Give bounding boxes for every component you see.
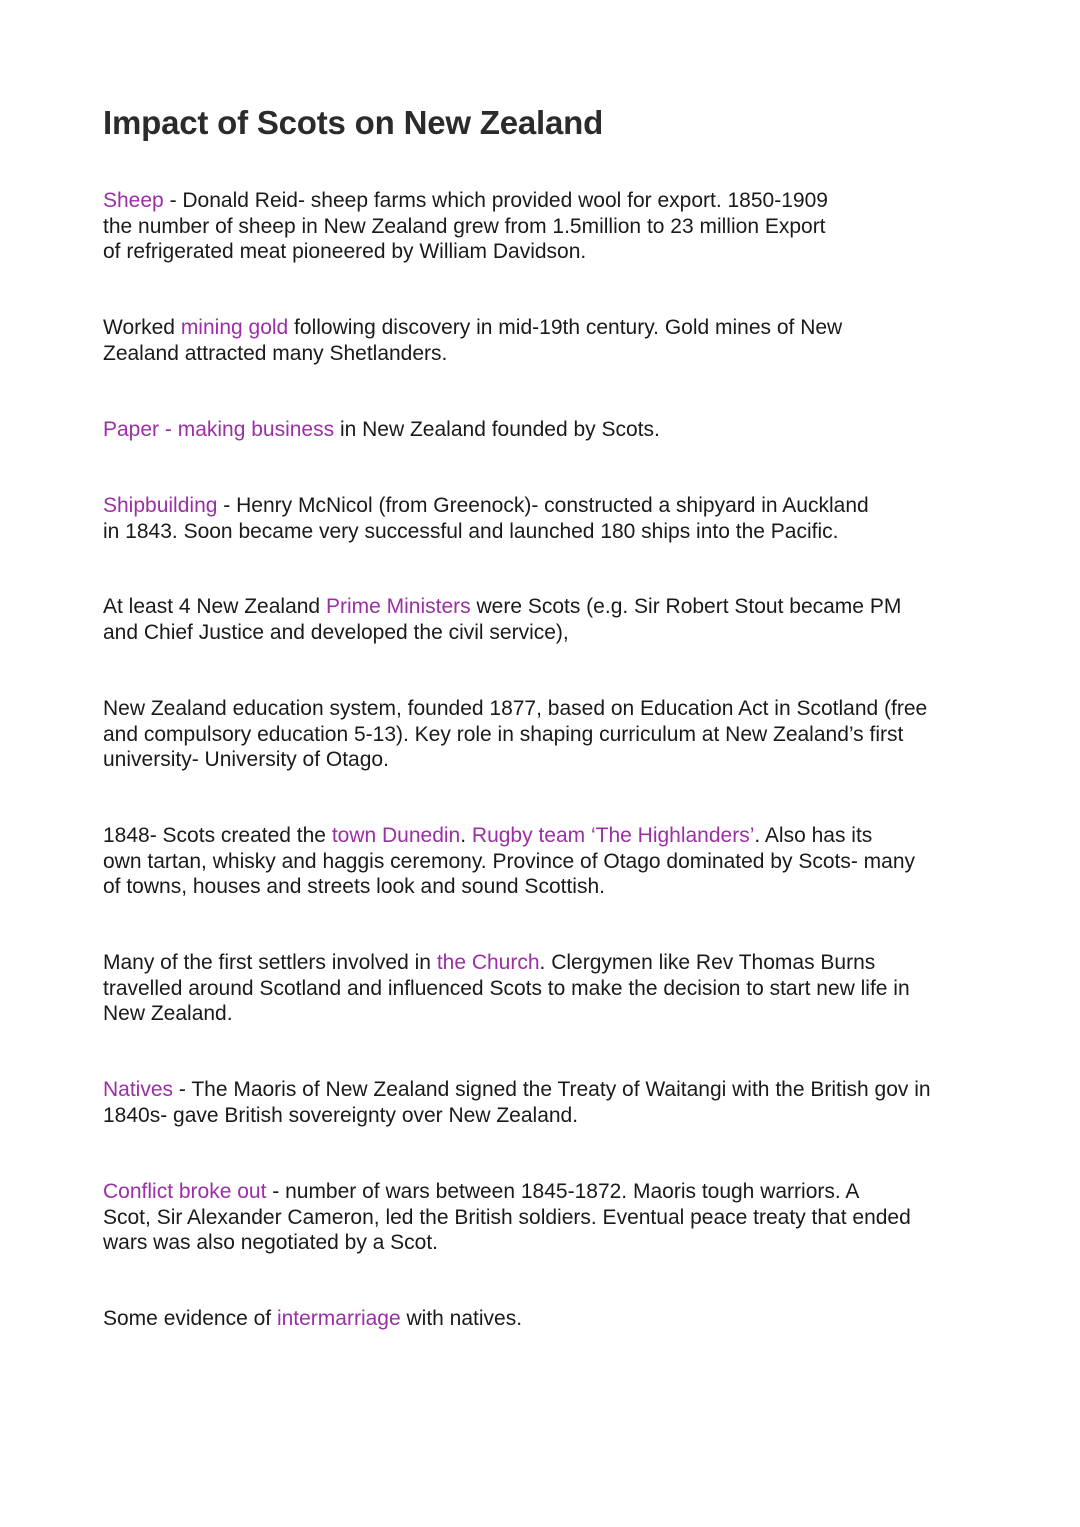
- highlighted-term: the Church: [436, 951, 540, 974]
- text-run: Some evidence of: [103, 1307, 277, 1330]
- paragraph: [103, 823, 983, 900]
- text-run: 1840s- gave British sovereignty over New Zealand.: [103, 1103, 579, 1127]
- highlighted-term: intermarriage: [276, 1307, 401, 1330]
- text-run: At least 4 New Zealand: [103, 595, 326, 618]
- highlighted-term: Conflict broke out: [103, 1180, 267, 1203]
- paragraph: [103, 1179, 983, 1256]
- text-run: . Also has its: [754, 824, 873, 847]
- text-run: .: [460, 824, 472, 847]
- text-run: in 1843. Soon became very successful and launched 180 ships into the Pacific.: [103, 519, 839, 543]
- text-run: - The Maoris of New Zealand signed the Treaty of Waitangi with the British gov in: [173, 1078, 931, 1101]
- text-run: Zealand attracted many Shetlanders.: [103, 341, 448, 365]
- highlighted-term: Rugby team ‘The Highlanders’: [471, 824, 755, 847]
- paragraph: [103, 493, 983, 544]
- paragraph: [103, 1077, 983, 1128]
- highlighted-term: Natives: [103, 1078, 174, 1101]
- text-run: New Zealand.: [103, 1002, 233, 1025]
- paragraph: [103, 696, 983, 773]
- text-run: in New Zealand founded by Scots.: [334, 418, 660, 441]
- paragraph: [103, 188, 983, 265]
- text-run: following discovery in mid-19th century. Gold mines of New: [288, 316, 843, 339]
- paragraph: [103, 417, 983, 443]
- text-run: . Clergymen like Rev Thomas Burns: [539, 951, 876, 974]
- highlighted-term: mining gold: [180, 316, 289, 339]
- text-run: with natives.: [400, 1307, 523, 1330]
- text-run: Many of the first settlers involved in: [103, 951, 437, 974]
- text-run: own tartan, whisky and haggis ceremony. Province of Otago dominated by Scots- many: [103, 849, 916, 873]
- paragraph: [103, 594, 983, 645]
- text-run: university- University of Otago.: [103, 748, 389, 771]
- text-run: - Henry McNicol (from Greenock)- constructed a shipyard in Auckland: [217, 494, 869, 517]
- text-run: Scot, Sir Alexander Cameron, led the British soldiers. Eventual peace treaty that ended: [103, 1205, 911, 1229]
- text-run: and compulsory education 5-13). Key role in shaping curriculum at New Zealand’s first: [103, 722, 904, 746]
- text-run: wars was also negotiated by a Scot.: [103, 1231, 439, 1254]
- text-run: and Chief Justice and developed the civil service),: [103, 620, 569, 644]
- highlighted-term: town Dunedin: [331, 824, 461, 847]
- text-run: - number of wars between 1845-1872. Maoris tough warriors. A: [266, 1180, 860, 1203]
- text-run: were Scots (e.g. Sir Robert Stout became PM: [470, 595, 902, 618]
- text-run: travelled around Scotland and influenced Scots to make the decision to start new life in: [103, 976, 910, 1000]
- paragraph: [103, 315, 983, 366]
- text-run: - Donald Reid- sheep farms which provided wool for export. 1850-1909: [163, 189, 828, 212]
- paragraph: [103, 950, 983, 1027]
- text-run: New Zealand education system, founded 1877, based on Education Act in Scotland (free: [103, 697, 928, 720]
- highlighted-term: Paper - making business: [103, 418, 335, 441]
- highlighted-term: Shipbuilding: [103, 494, 218, 517]
- text-run: of refrigerated meat pioneered by William Davidson.: [103, 240, 587, 263]
- page-title: Impact of Scots on New Zealand: [103, 104, 604, 141]
- text-run: of towns, houses and streets look and sound Scottish.: [103, 875, 605, 898]
- text-run: Worked: [103, 316, 181, 339]
- paragraph: [103, 1306, 983, 1332]
- text-run: the number of sheep in New Zealand grew from 1.5million to 23 million Export: [103, 214, 826, 238]
- text-run: 1848- Scots created the: [103, 824, 332, 847]
- highlighted-term: Prime Ministers: [325, 595, 471, 618]
- highlighted-term: Sheep: [103, 189, 164, 212]
